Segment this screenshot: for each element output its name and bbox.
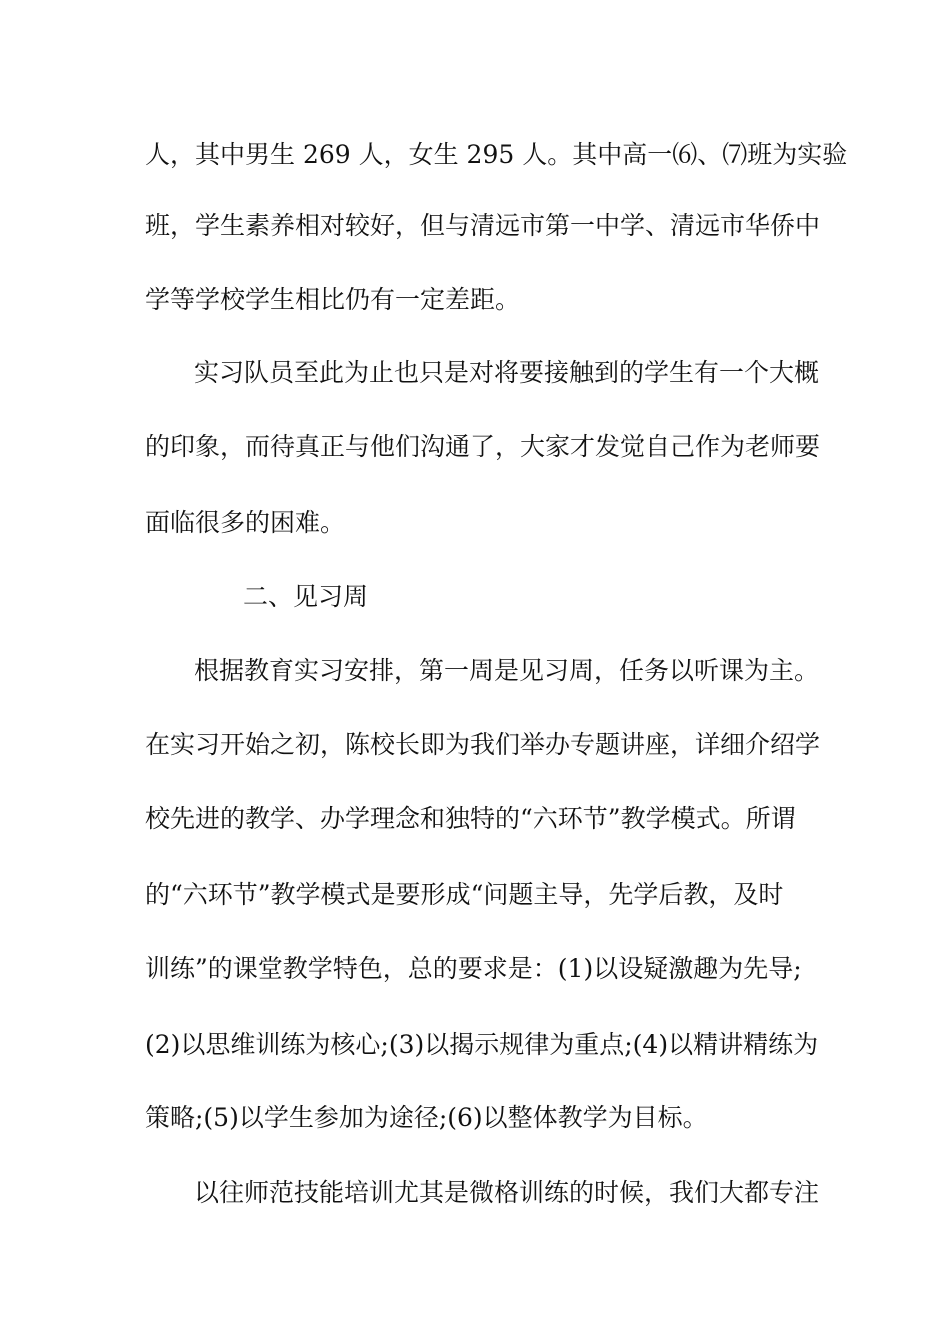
paragraph-line: 策略;(5)以学生参加为途径;(6)以整体教学为目标。 [145, 1103, 708, 1132]
paragraph-line: 面临很多的困难。 [145, 508, 346, 537]
paragraph-line: 训练”的课堂教学特色，总的要求是：(1)以设疑激趣为先导; [145, 954, 802, 983]
section-heading: 二、见习周 [243, 582, 369, 611]
paragraph-line: 学等学校学生相比仍有一定差距。 [145, 285, 521, 314]
paragraph-line: 以往师范技能培训尤其是微格训练的时候，我们大都专注 [194, 1178, 820, 1207]
paragraph-line: (2)以思维训练为核心;(3)以揭示规律为重点;(4)以精讲精练为 [145, 1030, 819, 1059]
paragraph-line: 的印象，而待真正与他们沟通了，大家才发觉自己作为老师要 [145, 432, 821, 461]
paragraph-line: 在实习开始之初，陈校长即为我们举办专题讲座，详细介绍学 [145, 730, 821, 759]
paragraph-line: 实习队员至此为止也只是对将要接触到的学生有一个大概 [194, 358, 820, 387]
paragraph-line: 人，其中男生 269 人，女生 295 人。其中高一⑹、⑺班为实验 [145, 140, 848, 169]
paragraph-line: 班，学生素养相对较好，但与清远市第一中学、清远市华侨中 [145, 211, 821, 240]
paragraph-line: 根据教育实习安排，第一周是见习周，任务以听课为主。 [194, 656, 820, 685]
paragraph-line: 的“六环节”教学模式是要形成“问题主导，先学后教，及时 [145, 880, 784, 909]
paragraph-line: 校先进的教学、办学理念和独特的“六环节”教学模式。所谓 [145, 804, 796, 833]
